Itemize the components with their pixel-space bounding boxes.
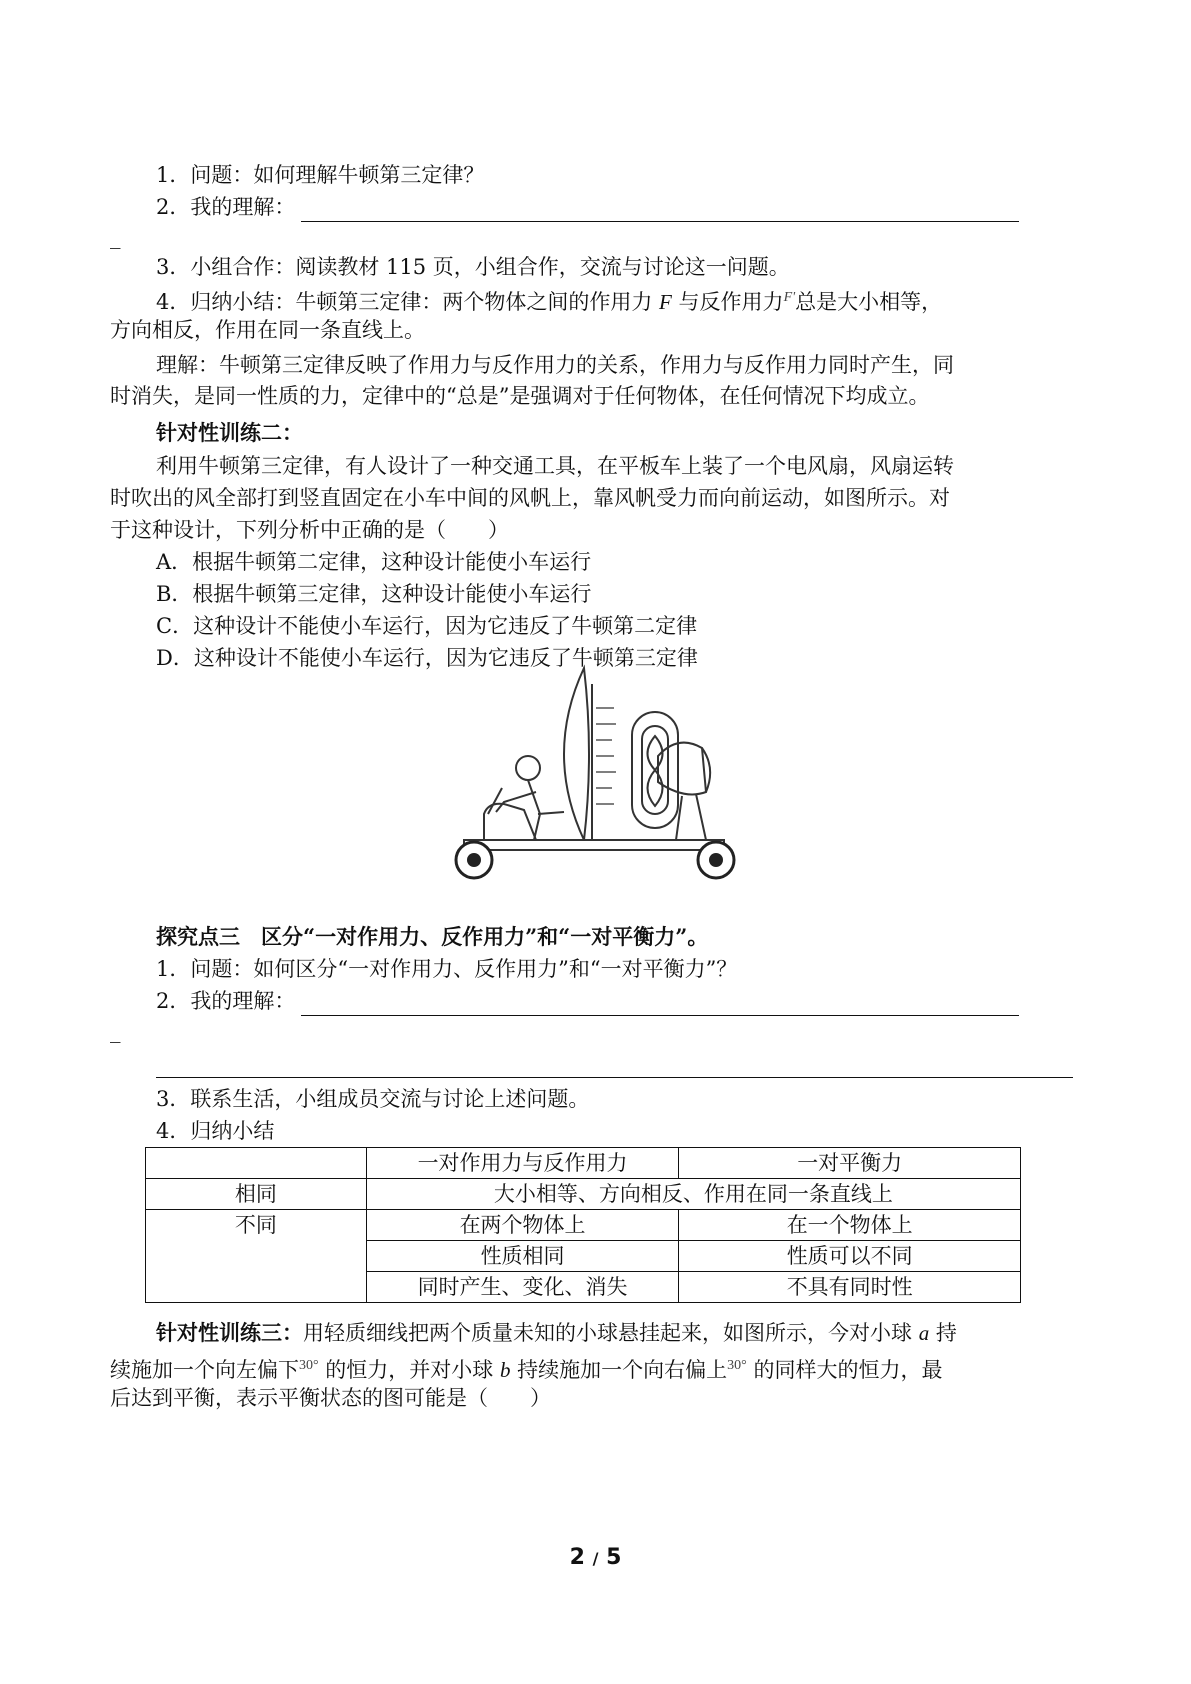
fan-cart-figure <box>444 664 746 886</box>
fan-stand <box>676 794 706 840</box>
reaction-force-symbol: F' <box>783 290 796 305</box>
force-symbol: F <box>659 290 672 314</box>
training-2-title: 针对性训练二： <box>156 420 303 445</box>
table-header-cell <box>146 1148 367 1179</box>
table-cell: 大小相等、方向相反、作用在同一条直线上 <box>366 1179 1020 1210</box>
driver-head <box>516 756 540 780</box>
table-cell: 同时产生、变化、消失 <box>366 1272 679 1303</box>
answer-line[interactable] <box>301 197 1019 222</box>
training-2-stem-2: 时吹出的风全部打到竖直固定在小车中间的风帆上，靠风帆受力而向前运动，如图所示。对 <box>110 486 950 510</box>
option-a[interactable]: A．根据牛顿第二定律，这种设计能使小车运行 <box>156 550 592 574</box>
table-header-cell: 一对平衡力 <box>679 1148 1021 1179</box>
angle-value: 30° <box>727 1358 747 1373</box>
section-3-question-1: 1．问题：如何区分“一对作用力、反作用力”和“一对平衡力”？ <box>156 957 738 981</box>
table-row-label: 不同 <box>146 1210 367 1303</box>
table-header-row <box>146 1148 1021 1179</box>
question-1: 1．问题：如何理解牛顿第三定律？ <box>156 163 485 187</box>
current-page: 2 <box>569 1545 585 1570</box>
training-3-text-2: 持 <box>929 1321 957 1345</box>
question-4-continued: 方向相反，作用在同一条直线上。 <box>110 318 425 342</box>
steering-column <box>488 788 502 814</box>
ball-a-symbol: a <box>918 1321 930 1345</box>
fan-motor <box>658 743 706 795</box>
question-4 <box>156 283 942 317</box>
ball-b-symbol: b <box>499 1358 511 1382</box>
comparison-table <box>145 1147 1021 1303</box>
training-3-text-3: 续施加一个向左偏下 <box>110 1358 299 1382</box>
section-3-title: 探究点三 区分“一对作用力、反作用力”和“一对平衡力”。 <box>156 924 709 949</box>
section-3-question-2-label: 2．我的理解： <box>156 989 296 1013</box>
training-2-stem-1: 利用牛顿第三定律，有人设计了一种交通工具，在平板车上装了一个电风扇，风扇运转 <box>156 454 954 478</box>
table-row-diff <box>146 1210 1021 1241</box>
question-2-label: 2．我的理解： <box>156 195 296 219</box>
question-4-text-3: 总是大小相等， <box>795 290 943 314</box>
total-pages: 5 <box>606 1545 622 1570</box>
option-c[interactable]: C．这种设计不能使小车运行，因为它违反了牛顿第二定律 <box>156 614 698 638</box>
training-2-stem-3: 于这种设计，下列分析中正确的是（ ） <box>110 518 509 542</box>
driver-body <box>496 780 564 840</box>
table-cell: 在一个物体上 <box>679 1210 1021 1241</box>
understanding-line-1: 理解：牛顿第三定律反映了作用力与反作用力的关系，作用力与反作用力同时产生，同 <box>156 353 954 377</box>
section-3-answer-stub: _ <box>110 1019 121 1043</box>
understanding-line-2: 时消失，是同一性质的力，定律中的“总是”是强调对于任何物体，在任何情况下均成立。 <box>110 384 930 408</box>
table-header-cell: 一对作用力与反作用力 <box>366 1148 679 1179</box>
table-cell: 在两个物体上 <box>366 1210 679 1241</box>
page-number <box>0 1545 1191 1570</box>
section-3-question-4: 4．归纳小结 <box>156 1119 275 1143</box>
training-3-text: 用轻质细线把两个质量未知的小球悬挂起来，如图所示，今对小球 <box>303 1321 919 1345</box>
cart-platform <box>464 840 724 850</box>
option-d[interactable]: D．这种设计不能使小车运行，因为它违反了牛顿第三定律 <box>156 646 698 670</box>
training-3-text-6: 的同样大的恒力，最 <box>746 1358 943 1382</box>
page-separator: / <box>592 1549 599 1568</box>
angle-value: 30° <box>299 1358 319 1373</box>
training-3-text-5: 持续施加一个向右偏上 <box>510 1358 728 1382</box>
section-3-question-3: 3．联系生活，小组成员交流与讨论上述问题。 <box>156 1087 590 1111</box>
question-2 <box>156 192 1019 222</box>
section-3-answer-line-2[interactable] <box>156 1077 1073 1078</box>
training-3-line-1 <box>156 1318 957 1348</box>
option-b[interactable]: B．根据牛顿第三定律，这种设计能使小车运行 <box>156 582 592 606</box>
training-3-title: 针对性训练三： <box>156 1320 303 1345</box>
section-3-answer-line[interactable] <box>301 991 1019 1016</box>
fan-blades <box>648 736 663 806</box>
sail <box>564 668 589 840</box>
cart-seat <box>484 804 536 840</box>
table-cell: 性质可以不同 <box>679 1241 1021 1272</box>
table-cell: 不具有同时性 <box>679 1272 1021 1303</box>
section-3-question-2 <box>156 986 1019 1016</box>
training-3-line-3: 后达到平衡，表示平衡状态的图可能是（ ） <box>110 1386 551 1410</box>
answer-line-stub: _ <box>110 225 121 249</box>
table-row-same <box>146 1179 1021 1210</box>
question-3: 3．小组合作：阅读教材 115 页，小组合作，交流与讨论这一问题。 <box>156 255 790 279</box>
question-4-text: 4．归纳小结：牛顿第三定律：两个物体之间的作用力 <box>156 290 660 314</box>
training-3-line-2 <box>110 1351 942 1385</box>
table-row-label: 相同 <box>146 1179 367 1210</box>
training-3-text-4: 的恒力，并对小球 <box>318 1358 500 1382</box>
question-4-text-2: 与反作用力 <box>671 290 784 314</box>
table-cell: 性质相同 <box>366 1241 679 1272</box>
